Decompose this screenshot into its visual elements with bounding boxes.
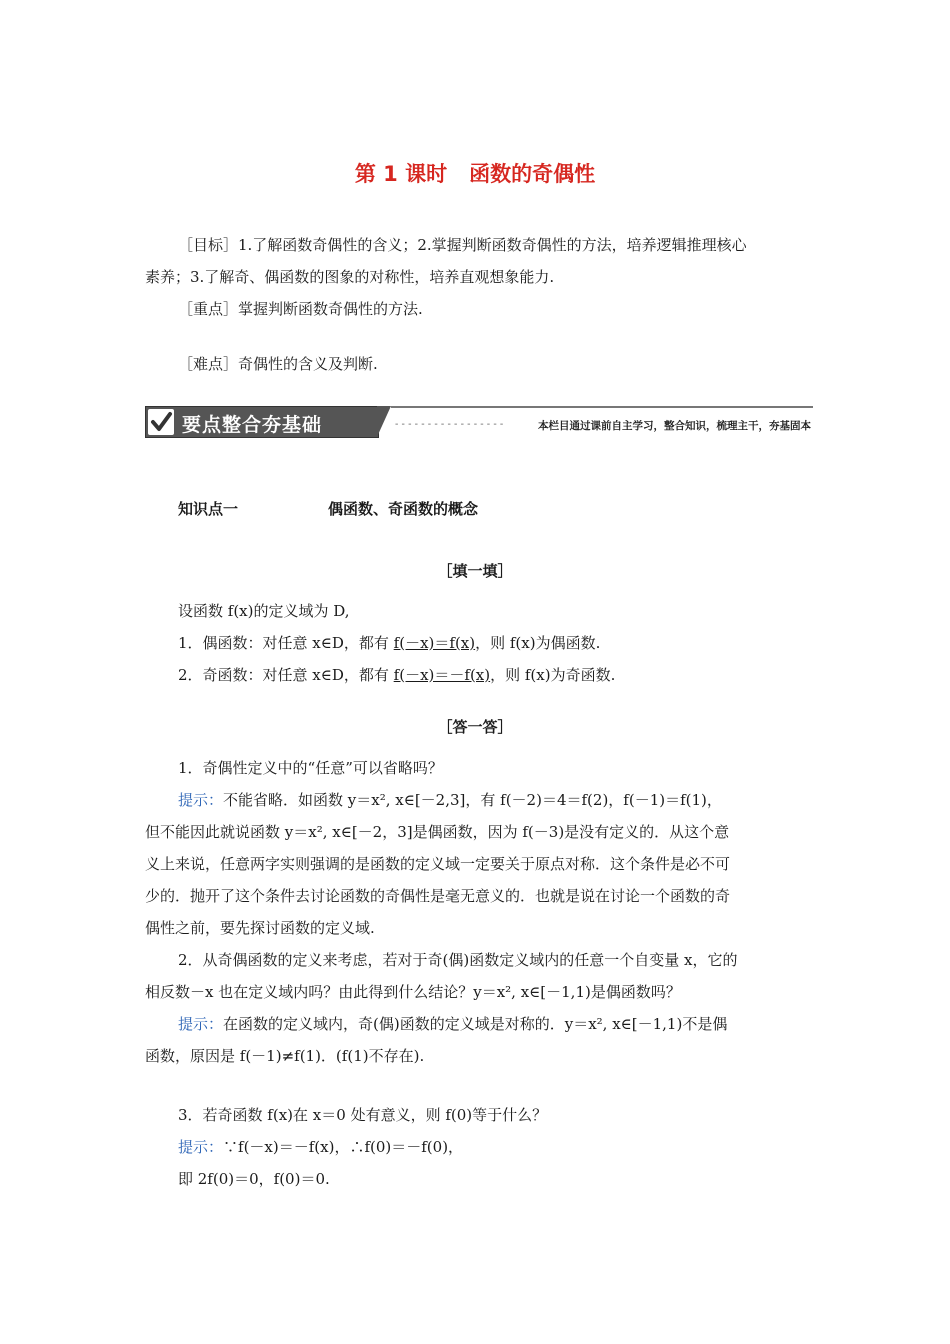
answer-1-line-3: 义上来说，任意两字实则强调的是函数的定义域一定要关于原点对称．这个条件是必不可: [145, 855, 731, 873]
answer-2-text: 在函数的定义域内，奇(偶)函数的定义域是对称的．y＝x², x∈[－1,1)不是偶: [223, 1015, 728, 1033]
knowledge-point-label: 知识点一: [178, 500, 239, 518]
even-definition: [178, 632, 600, 653]
hint-label: 提示：: [178, 791, 224, 809]
answer-2-line-1: [178, 1013, 727, 1034]
even-definition-tail: ，则 f(x)为偶函数.: [475, 634, 601, 652]
answer-1-line-5: 偶性之前，要先探讨函数的定义域.: [145, 919, 375, 937]
question-2-line-1: 2．从奇偶函数的定义来考虑，若对于奇(偶)函数定义域内的任意一个自变量 x，它的: [178, 951, 738, 969]
knowledge-point-topic: 偶函数、奇函数的概念: [328, 500, 479, 518]
hint-label: 提示：: [178, 1015, 224, 1033]
qa-heading: ［答一答］: [437, 718, 513, 736]
banner-dashes: - - - - - - - - - - - - - - - - -: [395, 419, 504, 430]
banner-tail: [377, 406, 391, 437]
fill-heading: ［填一填］: [437, 562, 513, 580]
even-definition-lead: 1．偶函数：对任意 x∈D，都有: [178, 634, 394, 652]
answer-3-line-2: 即 2f(0)＝0，f(0)＝0.: [178, 1170, 330, 1188]
fill-intro: 设函数 f(x)的定义域为 D,: [178, 602, 350, 620]
answer-3-text: ∵f(－x)＝－f(x)，∴f(0)＝－f(0)，: [223, 1138, 464, 1156]
answer-2-line-2: 函数，原因是 f(－1)≠f(1)．(f(1)不存在).: [145, 1047, 425, 1065]
goals-line-1: ［目标］1.了解函数奇偶性的含义；2.掌握判断函数奇偶性的方法，培养逻辑推理核心: [178, 236, 747, 254]
banner-box: [145, 406, 379, 438]
page-title: [0, 158, 950, 188]
answer-1-line-2: 但不能因此就说函数 y＝x², x∈[－2，3]是偶函数，因为 f(－3)是没有定义的．从这个意: [145, 823, 730, 841]
focus-line: ［重点］掌握判断函数奇偶性的方法.: [178, 300, 423, 318]
even-formula: f(－x)＝f(x): [393, 634, 476, 652]
answer-1-text: 不能省略．如函数 y＝x², x∈[－2,3]，有 f(－2)＝4＝f(2)，f(－1)＝f(1)，: [223, 791, 722, 809]
section-banner: [145, 406, 813, 438]
hint-label: 提示：: [178, 1138, 224, 1156]
banner-description: 本栏目通过课前自主学习，整合知识，梳理主干，夯基固本: [538, 420, 811, 432]
banner-label: 要点整合夯基础: [182, 414, 323, 436]
answer-1-line-1: [178, 789, 722, 810]
odd-definition: [178, 664, 615, 685]
lesson-number: 第 1 课时: [354, 162, 448, 186]
difficulty-line: ［难点］奇偶性的含义及判断.: [178, 355, 378, 373]
question-1: 1．奇偶性定义中的“任意”可以省略吗？: [178, 759, 443, 777]
answer-1-line-4: 少的．抛开了这个条件去讨论函数的奇偶性是毫无意义的．也就是说在讨论一个函数的奇: [145, 887, 731, 905]
answer-3-line-1: [178, 1136, 463, 1157]
goals-line-2: 素养；3.了解奇、偶函数的图象的对称性，培养直观想象能力.: [145, 268, 555, 286]
question-3: 3．若奇函数 f(x)在 x＝0 处有意义，则 f(0)等于什么？: [178, 1106, 548, 1124]
checkmark-icon: [148, 409, 174, 435]
odd-definition-lead: 2．奇函数：对任意 x∈D，都有: [178, 666, 394, 684]
odd-formula: f(－x)＝－f(x): [393, 666, 491, 684]
lesson-topic: 函数的奇偶性: [469, 162, 596, 186]
question-2-line-2: 相反数－x 也在定义域内吗？由此得到什么结论？y＝x², x∈[－1,1)是偶函数吗？: [145, 983, 681, 1001]
odd-definition-tail: ，则 f(x)为奇函数.: [490, 666, 616, 684]
banner-rule: [391, 406, 813, 408]
